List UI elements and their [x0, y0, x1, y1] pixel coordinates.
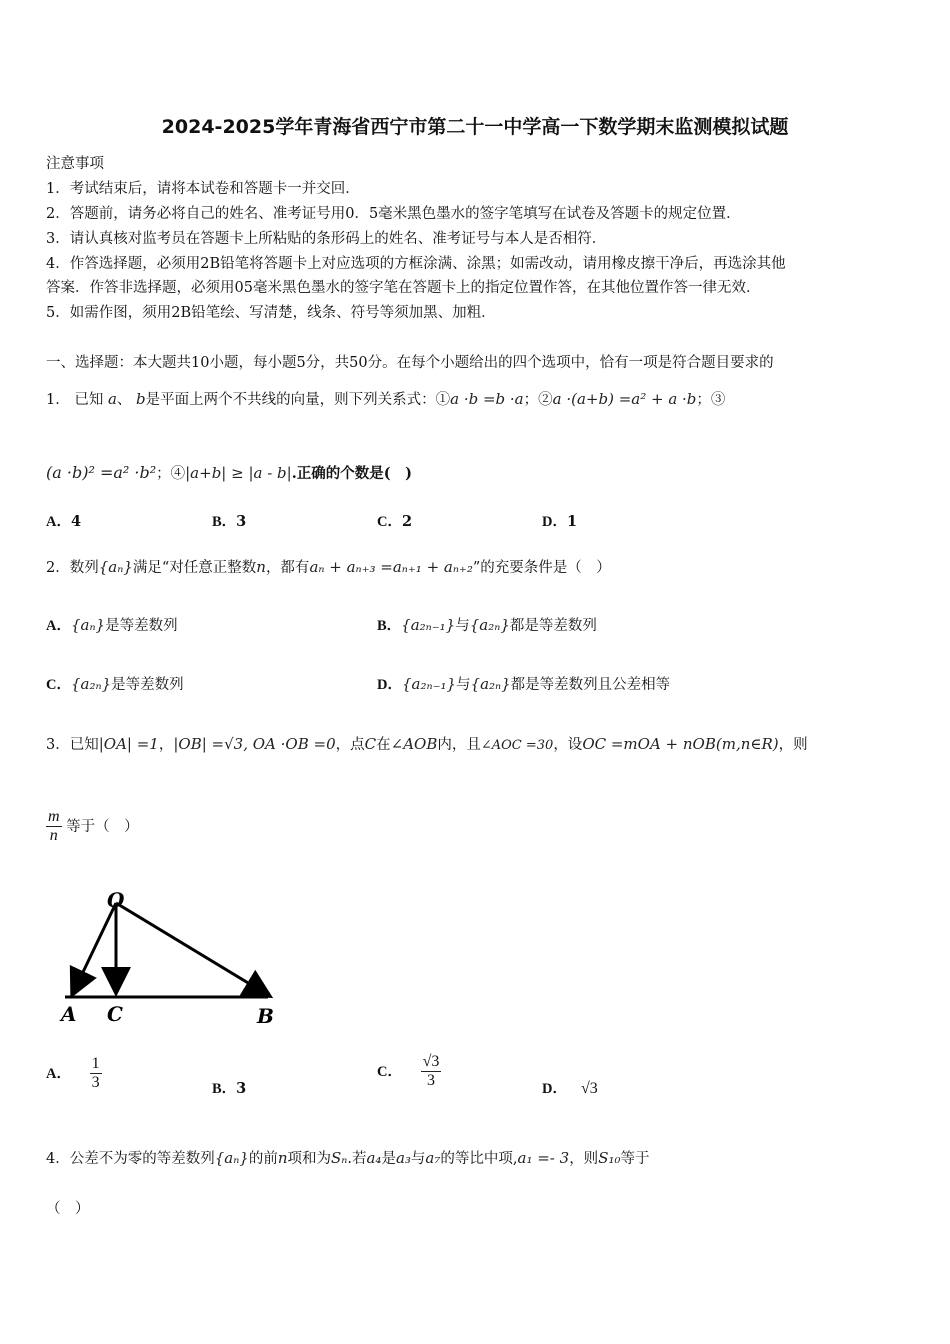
fraction-denominator: 3: [91, 1074, 100, 1092]
q2-option-b[interactable]: [377, 614, 597, 635]
option-fraction: [90, 1055, 102, 1093]
fraction-numerator: √3: [421, 1053, 442, 1072]
q2-option-a[interactable]: [46, 614, 178, 635]
fraction-numerator: 1: [91, 1055, 100, 1072]
q2-option-c[interactable]: [46, 673, 184, 694]
option-label: B．: [212, 1081, 237, 1097]
term-a4: a₄: [366, 1149, 382, 1167]
option-label: C．: [377, 514, 402, 530]
q3-option-a[interactable]: [46, 1055, 102, 1093]
q1-text: ；③: [696, 392, 726, 408]
q4-text: .若: [347, 1151, 367, 1167]
option-label: C．: [46, 677, 71, 693]
vector-a: a: [107, 390, 117, 408]
q1-expression-2: a ·(a+b) =a² + a ·b: [552, 390, 697, 408]
q4-text: 的等比中项,: [440, 1151, 518, 1167]
option-value: √3: [580, 1080, 598, 1097]
q3-text: ，设: [553, 737, 583, 753]
option-label: B．: [377, 618, 402, 634]
q3-option-d[interactable]: [542, 1077, 598, 1098]
option-fraction: [421, 1053, 442, 1091]
option-math: {a₂ₙ₋₁}: [401, 675, 457, 693]
sum-sn: Sₙ: [331, 1149, 348, 1167]
q4-text: 项和为: [287, 1151, 332, 1167]
term-a7: a₇: [425, 1149, 441, 1167]
option-value: 4: [70, 513, 82, 530]
label-o: O: [107, 888, 125, 912]
q4-text: ，则: [569, 1151, 599, 1167]
q3-expression: ∠AOC =30: [480, 738, 554, 753]
vector-b: b: [136, 390, 146, 408]
q3-text: ，则: [778, 737, 808, 753]
sequence-an: {aₙ}: [98, 558, 133, 576]
question-3-cont: [46, 808, 139, 846]
q2-text: ”的充要条件是（ ）: [472, 560, 611, 576]
question-3: [46, 733, 808, 754]
notice-item-2: 2．答题前，请务必将自己的姓名、准考证号用0．5毫米黑色墨水的签字笔填写在试卷及答题卡的规定位置．: [46, 206, 741, 222]
q2-option-d[interactable]: [377, 673, 670, 694]
option-label: B．: [212, 514, 237, 530]
fraction-denominator: n: [49, 827, 58, 845]
notice-item-1: 1．考试结束后，请将本试卷和答题卡一并交回．: [46, 181, 360, 197]
q4-text: 的前: [248, 1151, 278, 1167]
q1-text: 是平面上两个不共线的向量，则下列关系式：①: [145, 392, 451, 408]
angle-aob: ∠AOB: [390, 735, 438, 753]
q1-option-b[interactable]: [212, 510, 246, 531]
q4-text: 等于: [620, 1151, 650, 1167]
option-value: 2: [401, 513, 413, 530]
q1-text: 已知: [74, 392, 104, 408]
question-number: 2．: [46, 560, 70, 576]
q3-expression: |OB| =√3, OA ·OB =0: [173, 735, 336, 753]
q3-text: 已知: [69, 737, 99, 753]
q1-sep: 、: [116, 392, 132, 408]
q3-text: 内，且: [437, 737, 481, 753]
q4-text: 与: [410, 1151, 426, 1167]
q1-option-c[interactable]: [377, 510, 412, 531]
fraction-numerator: m: [46, 808, 62, 827]
section-heading: 一、选择题：本大题共10小题，每小题5分，共50分。在每个小题给出的四个选项中，恰有一项是符合题目要求的: [46, 355, 774, 371]
q1-option-a[interactable]: [46, 510, 81, 531]
q2-text: 满足“对任意正整数: [132, 560, 257, 576]
option-label: C．: [377, 1063, 402, 1080]
option-math: {a₂ₙ}: [470, 675, 511, 693]
q2-text: 数列: [69, 560, 99, 576]
question-1-cont: [46, 462, 412, 483]
question-2: [46, 556, 611, 577]
notice-item-3: 3．请认真核对监考员在答题卡上所粘贴的条形码上的姓名、准考证号与本人是否相符．: [46, 231, 607, 247]
q2-text: ，都有: [265, 560, 310, 576]
var-n: n: [277, 1149, 288, 1167]
question-4: [46, 1147, 650, 1168]
notice-item-5: 5．如需作图，须用2B铅笔绘、写清楚，线条、符号等须加黑、加粗．: [46, 305, 496, 321]
fraction-denominator: 3: [426, 1072, 435, 1090]
sequence-an: {aₙ}: [214, 1149, 249, 1167]
option-value: 3: [236, 1080, 247, 1097]
sum-s10: S₁₀: [598, 1149, 621, 1167]
option-math: {a₂ₙ}: [70, 675, 112, 693]
var-n: n: [256, 558, 266, 576]
option-label: D．: [542, 1081, 567, 1097]
question-4-cont: （ ）: [46, 1201, 90, 1217]
option-label: A．: [46, 514, 71, 530]
q4-expression: a₁ =- 3: [517, 1149, 570, 1167]
q1-expression-1: a ·b =b ·a: [450, 390, 524, 408]
notice-item-4: 4．作答选择题，必须用2B铅笔将答题卡上对应选项的方框涂满、涂黑；如需改动，请用橡皮擦干净后，再选涂其他: [46, 256, 786, 272]
q3-text: 在: [376, 737, 391, 753]
q3-option-c[interactable]: [377, 1053, 441, 1091]
point-c: C: [364, 735, 377, 753]
option-label: A．: [46, 1065, 71, 1082]
q1-text: ；④: [156, 466, 186, 482]
notice-heading: 注意事项: [46, 156, 104, 172]
q3-expression: OC =mOA + nOB(m,n∈R): [582, 735, 779, 753]
vector-oa: [73, 903, 116, 993]
option-math: {aₙ}: [70, 616, 106, 634]
question-1: [46, 388, 725, 409]
q1-prompt: .正确的个数是( ): [291, 465, 412, 482]
option-label: D．: [377, 677, 402, 693]
q1-text: ；②: [523, 392, 553, 408]
q1-expression-3: (a ·b)² =a² ·b²: [46, 463, 157, 482]
option-text: 都是等差数列: [509, 618, 597, 634]
q3-text: ，点: [335, 737, 365, 753]
option-text: 与: [456, 677, 471, 693]
option-text: 是等差数列: [105, 618, 178, 634]
q1-expression-4: |a+b| ≥ |a - b|: [185, 464, 292, 482]
option-label: D．: [542, 514, 567, 530]
option-value: 3: [236, 513, 247, 530]
question-number: 1．: [46, 392, 70, 408]
notice-item-4-cont: 答案．作答非选择题，必须用05毫米黑色墨水的签字笔在答题卡上的指定位置作答，在其他位置作答一律无效．: [46, 280, 761, 296]
option-math: {a₂ₙ₋₁}: [401, 616, 456, 634]
q4-text: 公差不为零的等差数列: [69, 1151, 215, 1167]
term-a3: a₃: [395, 1149, 411, 1167]
q3-expression: |OA| =1: [98, 735, 159, 753]
label-b: B: [257, 1004, 274, 1028]
option-label: A．: [46, 618, 71, 634]
q3-option-b[interactable]: [212, 1077, 246, 1098]
q3-text: 等于（ ）: [66, 818, 139, 835]
fraction-m-over-n: [46, 808, 62, 846]
option-text: 都是等差数列且公差相等: [510, 677, 671, 693]
q1-option-d[interactable]: [542, 510, 577, 531]
triangle-figure: [55, 885, 295, 1030]
label-a: A: [61, 1002, 77, 1026]
question-number: 4．: [46, 1151, 70, 1167]
label-c: C: [107, 1002, 123, 1026]
q2-expression: aₙ + aₙ₊₃ =aₙ₊₁ + aₙ₊₂: [309, 558, 473, 576]
option-value: 1: [566, 513, 578, 530]
page-title: 2024-2025学年青海省西宁市第二十一中学高一下数学期末监测模拟试题: [161, 116, 789, 138]
q3-text: ，: [158, 737, 174, 753]
vector-ob: [116, 903, 268, 995]
question-number: 3．: [46, 737, 70, 753]
q4-text: 是: [381, 1151, 396, 1167]
option-text: 是等差数列: [111, 677, 184, 693]
option-text: 与: [455, 618, 470, 634]
option-math: {a₂ₙ}: [469, 616, 510, 634]
